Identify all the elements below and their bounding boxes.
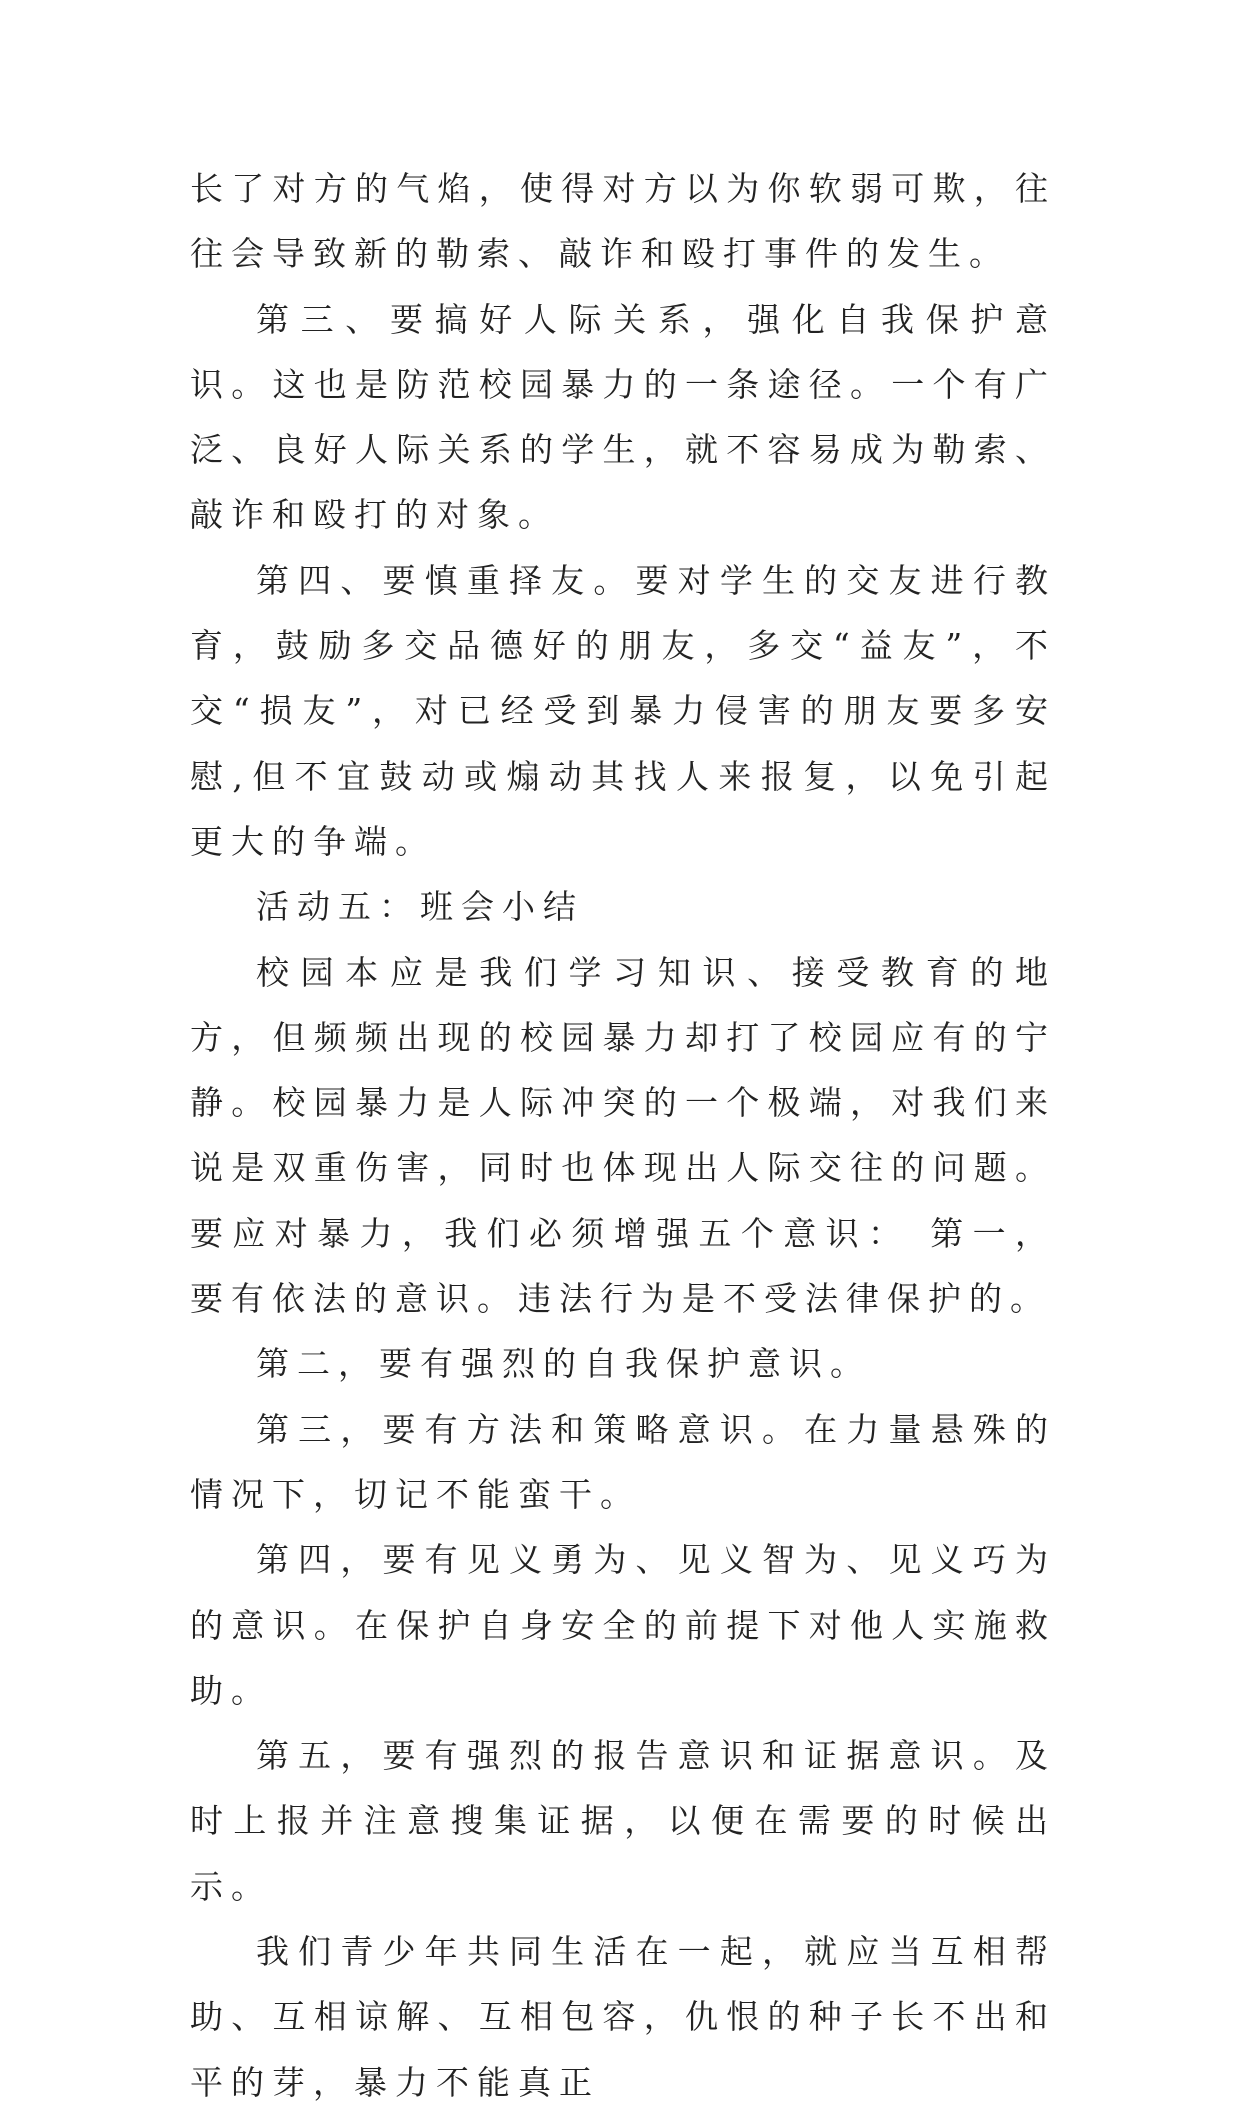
paragraph-awareness-three: 第三，要有方法和策略意识。在力量悬殊的情况下，切记不能蛮干。 — [190, 1409, 1056, 1514]
paragraph-continuation: 长了对方的气焰，使得对方以为你软弱可欺，往往会导致新的勒索、敲诈和殴打事件的发生。 — [190, 169, 1056, 274]
paragraph-summary-intro: 校园本应是我们学习知识、接受教育的地方，但频频出现的校园暴力却打了校园应有的宁静。校园暴力是人际冲突的一个极端，对我们来说是双重伤害，同时也体现出人际交往的问题。要应对暴力，我们必须增强五个意识： 第一，要有依法的意识。违法行为是不受法律保护的。 — [190, 952, 1056, 1319]
document-body — [190, 156, 1056, 2115]
paragraph-awareness-five: 第五，要有强烈的报告意识和证据意识。及时上报并注意搜集证据，以便在需要的时候出示。 — [190, 1736, 1056, 1906]
section-heading-activity-five: 活动五：班会小结 — [256, 887, 584, 927]
paragraph-point-three: 第三、要搞好人际关系，强化自我保护意识。这也是防范校园暴力的一条途径。一个有广泛、良好人际关系的学生，就不容易成为勒索、敲诈和殴打的对象。 — [190, 299, 1056, 535]
paragraph-point-four: 第四、要慎重择友。要对学生的交友进行教育，鼓励多交品德好的朋友，多交“益友”，不交“损友”，对已经受到暴力侵害的朋友要多安慰,但不宜鼓动或煽动其找人来报复，以免引起更大的争端。 — [190, 560, 1056, 861]
paragraph-closing: 我们青少年共同生活在一起，就应当互相帮助、互相谅解、互相包容，仇恨的种子长不出和平的芽，暴力不能真正 — [190, 1932, 1056, 2102]
paragraph-awareness-four: 第四，要有见义勇为、见义智为、见义巧为的意识。在保护自身安全的前提下对他人实施救助。 — [190, 1540, 1056, 1710]
paragraph-awareness-two: 第二，要有强烈的自我保护意识。 — [256, 1344, 871, 1384]
